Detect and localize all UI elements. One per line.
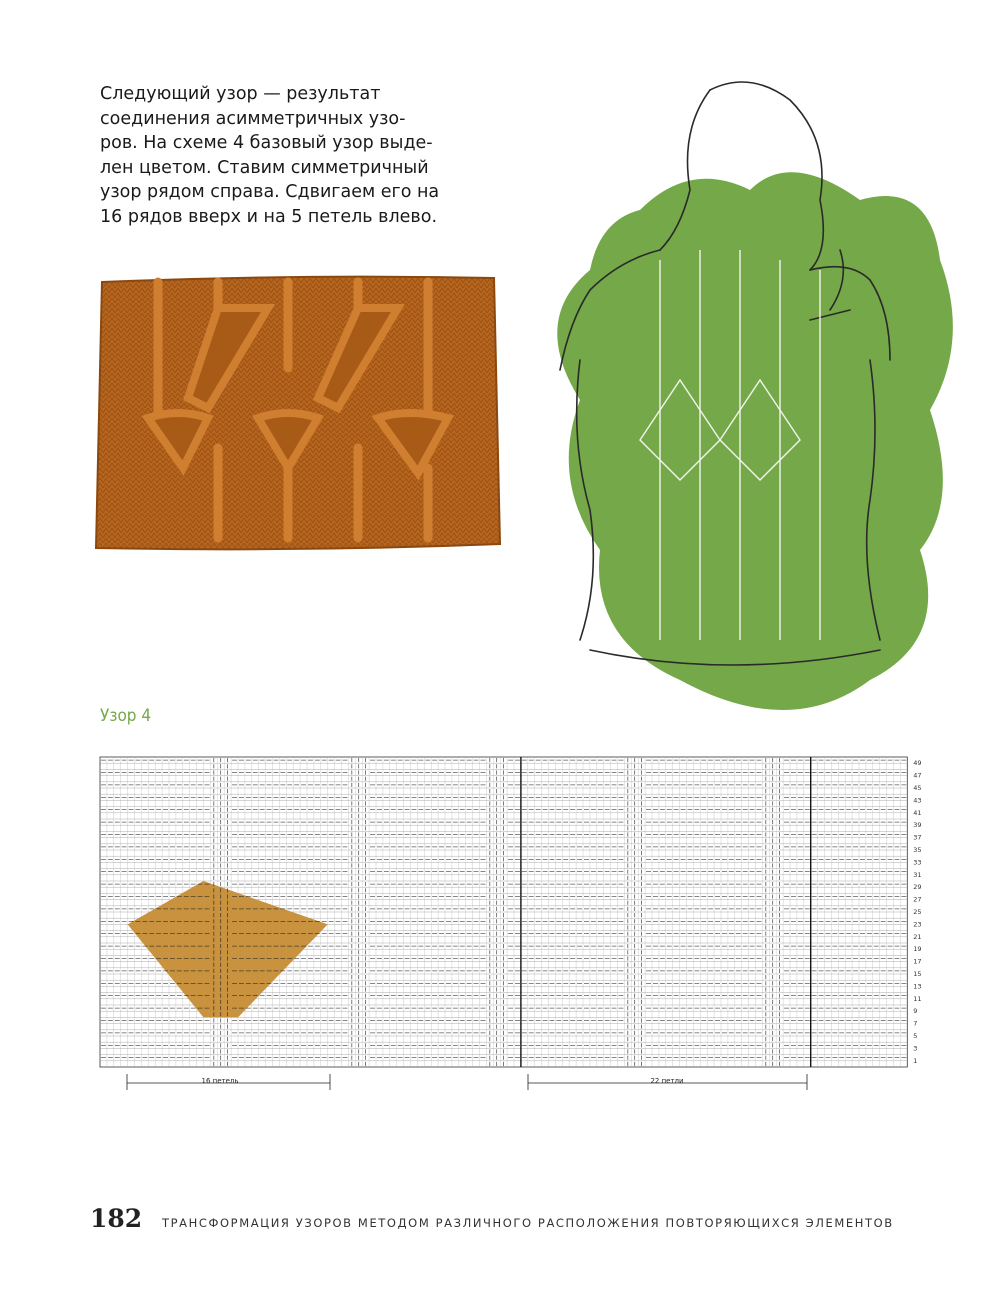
intro-line: узор рядом справа. Сдвигаем его на bbox=[100, 182, 440, 202]
pattern-title: Узор 4 bbox=[100, 706, 152, 726]
row-number-label: 49 bbox=[913, 759, 922, 768]
row-number-label: 41 bbox=[913, 808, 922, 817]
row-number-label: 3 bbox=[913, 1044, 918, 1053]
row-number-label: 27 bbox=[913, 895, 922, 904]
row-number-label: 39 bbox=[913, 821, 922, 830]
row-number-label: 19 bbox=[913, 945, 922, 954]
row-number-label: 29 bbox=[913, 883, 922, 892]
row-number-label: 11 bbox=[913, 994, 922, 1003]
row-number-label: 25 bbox=[913, 908, 922, 916]
page-number: 182 bbox=[90, 1204, 143, 1233]
knit-swatch-photo bbox=[88, 268, 508, 558]
repeat-right-label: 22 петли bbox=[650, 1077, 684, 1085]
row-number-label: 7 bbox=[913, 1019, 918, 1028]
intro-line: 16 рядов вверх и на 5 петель влево. bbox=[100, 206, 438, 227]
knitting-chart bbox=[95, 752, 935, 1092]
row-number-label: 15 bbox=[913, 970, 922, 978]
intro-line: Следующий узор — результат bbox=[100, 84, 381, 104]
row-number-label: 5 bbox=[913, 1032, 918, 1040]
row-number-label: 47 bbox=[913, 771, 922, 780]
running-title: ТРАНСФОРМАЦИЯ УЗОРОВ МЕТОДОМ РАЗЛИЧНОГО РАСПОЛОЖЕНИЯ ПОВТОРЯЮЩИХСЯ ЭЛЕМЕНТОВ bbox=[162, 1216, 894, 1230]
row-number-label: 31 bbox=[913, 870, 922, 879]
intro-line: ров. На схеме 4 базовый узор выде- bbox=[100, 133, 433, 153]
row-number-label: 35 bbox=[913, 846, 922, 854]
page-footer bbox=[90, 1204, 970, 1244]
chart-row-labels bbox=[913, 759, 921, 1065]
repeat-left-label: 16 петель bbox=[201, 1077, 239, 1085]
row-number-label: 9 bbox=[913, 1007, 918, 1016]
row-number-label: 21 bbox=[913, 932, 922, 941]
row-number-label: 33 bbox=[913, 858, 922, 867]
intro-text bbox=[100, 82, 440, 229]
row-number-label: 37 bbox=[913, 833, 922, 842]
row-number-label: 13 bbox=[913, 982, 922, 991]
row-number-label: 43 bbox=[913, 796, 922, 805]
intro-line: соединения асимметричных узо- bbox=[100, 108, 406, 129]
row-number-label: 23 bbox=[913, 920, 922, 929]
row-number-label: 17 bbox=[913, 957, 922, 966]
garment-illustration bbox=[530, 80, 970, 725]
row-number-label: 1 bbox=[913, 1056, 918, 1065]
row-number-label: 45 bbox=[913, 784, 922, 792]
repeat-markers bbox=[127, 1074, 807, 1090]
intro-line: лен цветом. Ставим симметричный bbox=[100, 157, 429, 178]
